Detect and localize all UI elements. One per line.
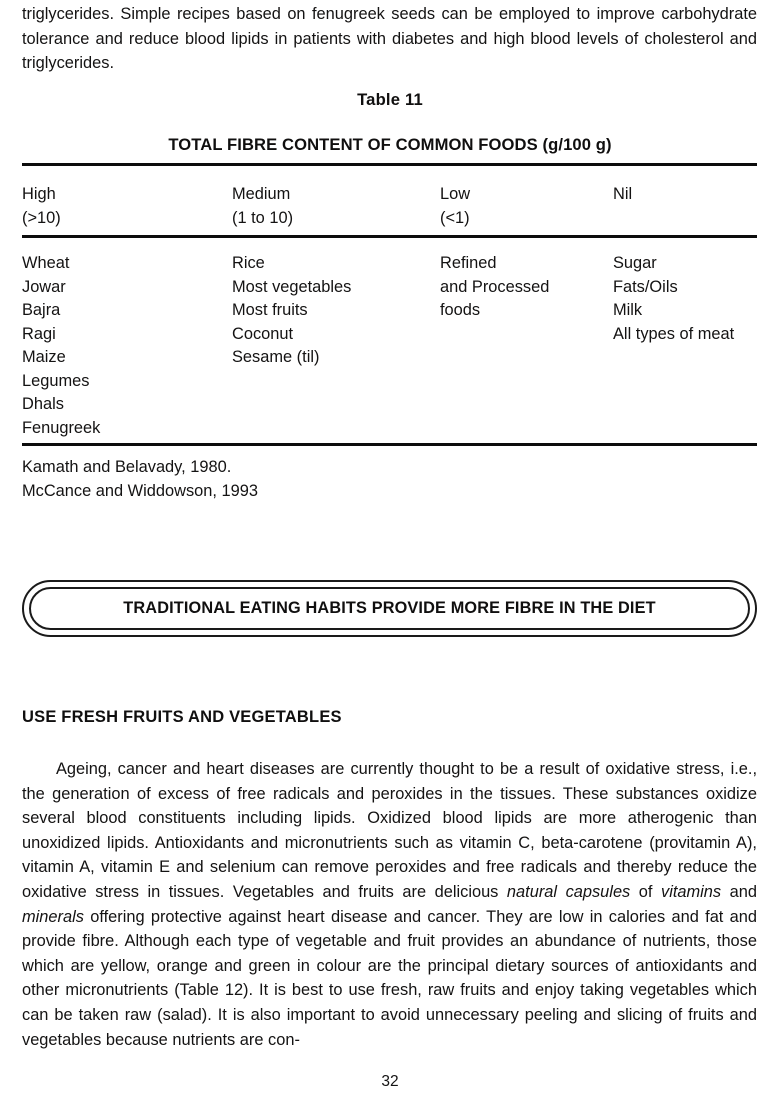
column-header-label: Medium [232, 185, 291, 203]
list-item: All types of meat [613, 324, 735, 343]
table-number-label: Table 11 [357, 90, 423, 109]
list-item: and Processed [440, 277, 550, 296]
callout-box [22, 580, 757, 637]
list-item: Most vegetables [232, 277, 352, 296]
emphasised-text: vitamins [661, 882, 722, 901]
list-item: Refined [440, 254, 497, 272]
column-header-label: High [22, 185, 56, 203]
column-header-range: (<1) [440, 208, 470, 227]
table-body-column-high [22, 252, 227, 440]
top-continuation-paragraph: triglycerides. Simple recipes based on fenugreek seeds can be employed to improve carbohydrate tolerance and reduce blood lipids in patients with diabetes and high blood levels of cholesterol and triglycerides. [22, 5, 757, 73]
table-body-column-low [440, 252, 610, 323]
text-run: offering protective against heart disease and cancer. They are low in calories and fat and provide fibre. Although each type of vegetable and fruit provides an abundance of nutrients, those which are yellow, orange and green in colour are the principal dietary sources of antioxidants and other micronutrients (Table 12). It is best to use fresh, raw fruits and enjoy taking vegetables which can be taken raw (salad). It is also important to avoid unnecessary peeling and slicing of fruits and vegetables because nutrients are con- [22, 907, 757, 1049]
list-item: foods [440, 301, 481, 319]
table-body-column-nil [613, 252, 773, 346]
list-item: Sesame (til) [232, 348, 320, 366]
table-header-cell-high [22, 183, 227, 230]
callout-text: TRADITIONAL EATING HABITS PROVIDE MORE FIBRE IN THE DIET [123, 599, 656, 617]
column-header-range: (1 to 10) [232, 208, 294, 227]
column-header-label: Low [440, 185, 471, 203]
table-header-cell-nil [613, 183, 773, 207]
table-rule-middle [22, 235, 757, 238]
table-header-cell-low [440, 183, 610, 230]
section-heading: USE FRESH FRUITS AND VEGETABLES [22, 708, 342, 726]
list-item: Wheat [22, 254, 70, 272]
page-number: 32 [381, 1073, 399, 1090]
list-item: Ragi [22, 324, 56, 343]
callout-box-inner-border [29, 587, 750, 630]
column-header-range: (>10) [22, 208, 61, 227]
text-run: Ageing, cancer and heart diseases are currently thought to be a result of oxidative stress, i.e., the generation of excess of free radicals and peroxides in the tissues. These substances oxidize several blood constituents including lipids. Oxidized blood lipids are more atherogenic than unoxidized lipids. Antioxidants and micronutrients such as vitamin C, beta-carotene (provitamin A), vitamin A, vitamin E and selenium can remove peroxides and free radicals and thereby reduce the oxidative stress in tissues. Vegetables and fruits are delicious [22, 760, 757, 901]
list-item: Jowar [22, 277, 66, 296]
list-item: Bajra [22, 301, 61, 319]
list-item: Rice [232, 254, 265, 272]
list-item: McCance and Widdowson, 1993 [22, 481, 258, 500]
table-rule-top [22, 163, 757, 166]
list-item: Maize [22, 348, 66, 366]
text-run: and [721, 882, 757, 901]
emphasised-text: natural capsules [506, 882, 631, 901]
list-item: Milk [613, 301, 643, 319]
list-item: Sugar [613, 254, 657, 272]
table-body-column-medium [232, 252, 437, 370]
table-rule-bottom [22, 443, 757, 446]
list-item: Kamath and Belavady, 1980. [22, 458, 232, 476]
table-title: TOTAL FIBRE CONTENT OF COMMON FOODS (g/100 g) [168, 135, 612, 154]
column-header-label: Nil [613, 185, 633, 203]
list-item: Legumes [22, 371, 90, 390]
list-item: Dhals [22, 395, 64, 413]
section-body-paragraph [22, 757, 757, 1052]
list-item: Fenugreek [22, 418, 101, 437]
table-source-notes [22, 456, 258, 503]
list-item: Fats/Oils [613, 277, 678, 296]
text-run: of [630, 882, 661, 901]
table-header-cell-medium [232, 183, 437, 230]
list-item: Coconut [232, 324, 294, 343]
emphasised-text: minerals [22, 907, 84, 926]
list-item: Most fruits [232, 301, 308, 319]
